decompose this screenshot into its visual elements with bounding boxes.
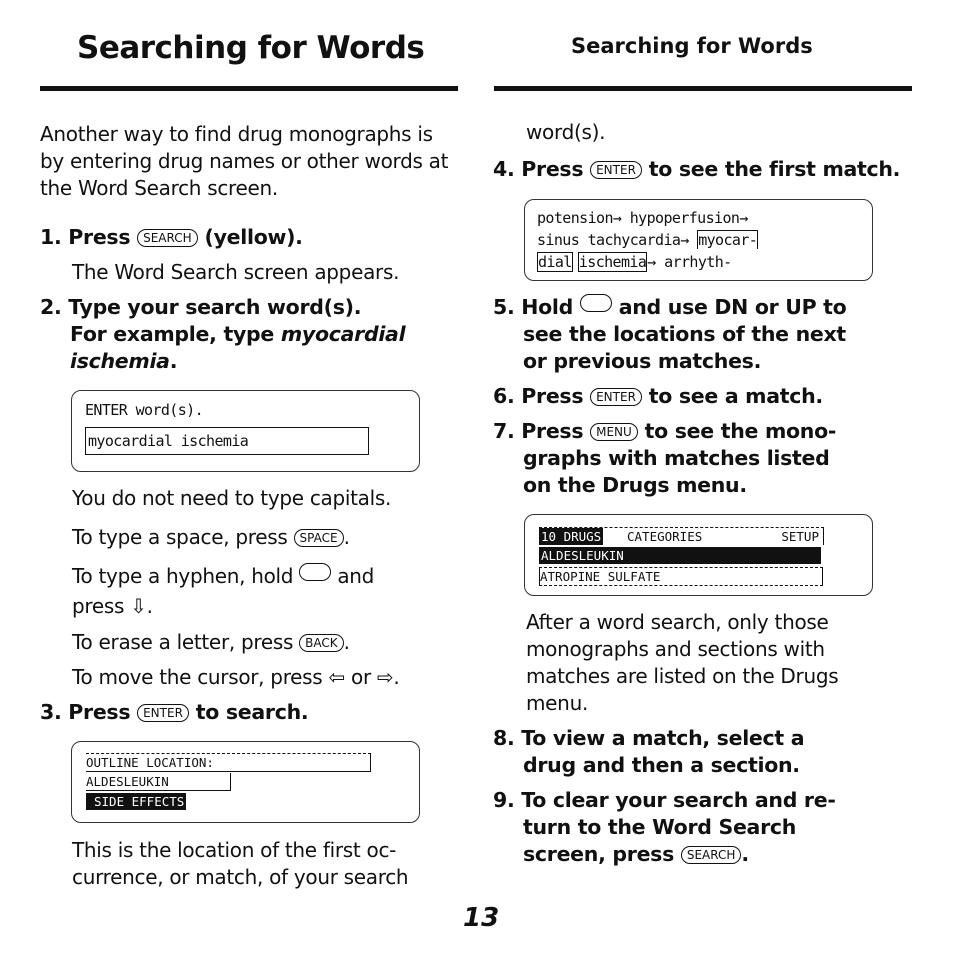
tip-cursor: To move the cursor, press ⇦ or ⇨. — [72, 665, 400, 689]
shift-key-icon — [299, 563, 331, 581]
lcd-tab-categories: CATEGORIES — [627, 529, 703, 544]
lcd-drug-item: ATROPINE SULFATE — [539, 567, 823, 586]
step-9: 9. To clear your search and re- turn to the Word Search screen, press SEARCH . — [493, 788, 836, 866]
right-arrow-icon: ⇨ — [376, 665, 394, 689]
lcd-text-line-3: dial ischemia→ arrhyth- — [538, 253, 732, 271]
page-title: Searching for Words — [77, 30, 425, 66]
step-8: 8. To view a match, select a drug and then a section. — [493, 726, 805, 777]
step-3: 3. Press ENTER to search. — [40, 700, 309, 724]
lcd-screen-word-entry — [71, 390, 420, 472]
drugs-menu-explanation: After a word search, only those monographs and sections with matches are listed on the Drugs menu. — [526, 610, 839, 715]
lcd-tab-drugs: 10 DRUGS — [541, 529, 602, 544]
step-7: 7. Press MENU to see the mono- graphs with matches listed on the Drugs menu. — [493, 419, 837, 497]
down-arrow-icon: ⇩ — [130, 594, 147, 618]
step-1: 1. Press SEARCH (yellow). — [40, 225, 303, 249]
shift-key-icon — [580, 294, 612, 312]
step-1-result: The Word Search screen appears. — [72, 260, 400, 284]
lcd-tab-setup: SETUP — [781, 529, 819, 544]
intro-paragraph: Another way to find drug monographs is by entering drug names or other words at the Word Search screen. — [40, 122, 449, 200]
step-2: 2. Type your search word(s). For example, type myocardial ischemia. — [40, 295, 406, 373]
lcd-match-highlight: myocar- — [698, 231, 758, 249]
menu-key-icon: MENU — [590, 423, 638, 441]
enter-key-icon: ENTER — [590, 388, 642, 406]
lcd-screen-first-match — [524, 199, 873, 281]
left-arrow-icon: ⇦ — [328, 665, 345, 689]
lcd-screen-drugs-menu — [524, 514, 873, 596]
lcd-text-line-2: sinus tachycardia→ myocar- — [537, 231, 758, 249]
search-key-icon: SEARCH — [681, 846, 742, 864]
lcd-text-line-1: potension→ hypoperfusion→ — [537, 209, 748, 227]
lcd-menu-bar — [539, 527, 824, 545]
lcd-match-highlight: dial — [538, 253, 572, 271]
space-key-icon: SPACE — [294, 529, 344, 547]
step-4: 4. Press ENTER to see the first match. — [493, 157, 901, 181]
left-header-rule — [40, 86, 458, 91]
lcd-drug-name: ALDESLEUKIN — [86, 773, 231, 791]
tip-hyphen: To type a hyphen, hold and press ⇩. — [72, 564, 375, 618]
lcd-screen-outline-location — [71, 741, 420, 823]
enter-key-icon: ENTER — [590, 161, 642, 179]
continued-text: word(s). — [526, 120, 606, 144]
tip-capitals: You do not need to type capitals. — [72, 486, 392, 510]
back-key-icon: BACK — [299, 634, 343, 652]
lcd-selected-drug: ALDESLEUKIN — [539, 547, 821, 564]
right-header-rule — [494, 86, 912, 91]
step-5: 5. Hold and use DN or UP to see the locations of the next or previous matches. — [493, 295, 847, 373]
enter-key-icon: ENTER — [137, 704, 189, 722]
search-key-icon: SEARCH — [137, 229, 198, 247]
page-number: 13 — [463, 903, 500, 933]
running-header: Searching for Words — [571, 34, 813, 58]
match-explanation: This is the location of the first oc-currence, or match, of your search — [72, 838, 409, 889]
lcd-match-highlight: ischemia — [578, 253, 647, 271]
step-6: 6. Press ENTER to see a match. — [493, 384, 823, 408]
tip-space: To type a space, press SPACE . — [72, 525, 350, 549]
lcd-outline-header: OUTLINE LOCATION: — [86, 753, 371, 772]
lcd-prompt: ENTER word(s). — [85, 401, 204, 419]
lcd-search-field: myocardial ischemia — [85, 427, 369, 455]
tip-erase: To erase a letter, press BACK . — [72, 630, 350, 654]
lcd-section-name: SIDE EFFECTS — [86, 793, 186, 810]
